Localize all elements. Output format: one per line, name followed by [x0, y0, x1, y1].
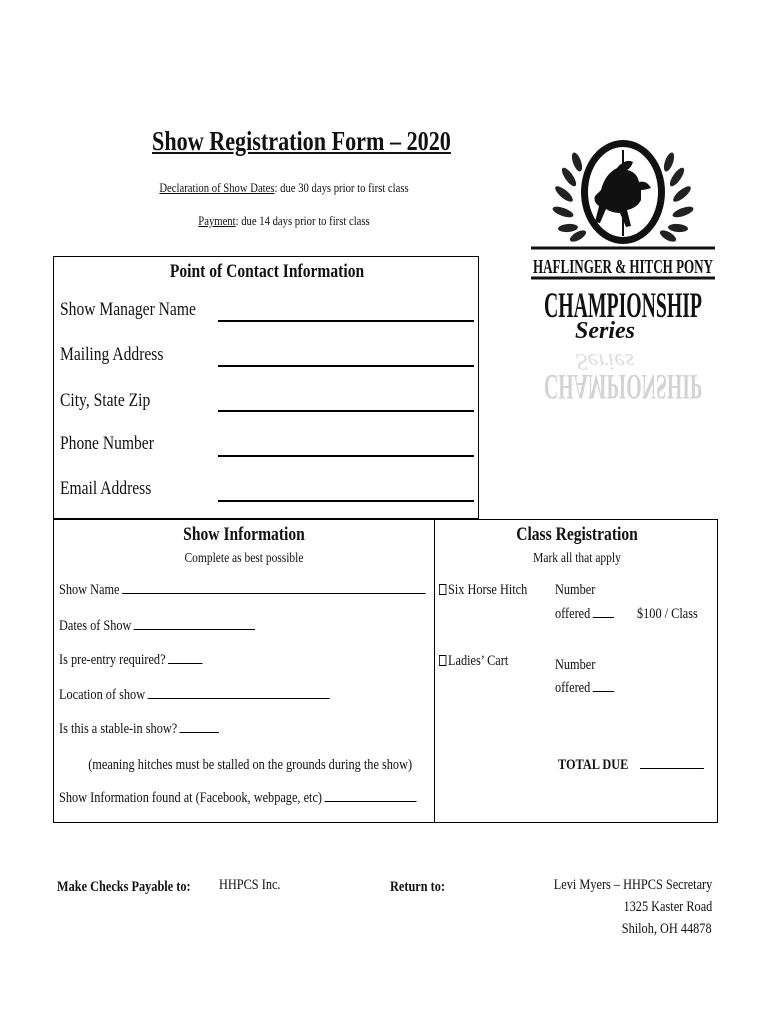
stable-in-field[interactable] [180, 731, 219, 733]
payee: HHPCS Inc. [219, 877, 281, 893]
declaration-text: : due 30 days prior to first class [274, 180, 409, 195]
pre-entry-field[interactable] [168, 662, 202, 664]
location-field[interactable] [148, 697, 330, 699]
location-label: Location of show [59, 687, 146, 703]
six-horse-checkbox[interactable] [439, 584, 446, 595]
pre-entry-label: Is pre-entry required? [59, 652, 166, 668]
ladies-cart-number-label: Number [555, 657, 596, 673]
ladies-cart-checkbox[interactable] [439, 655, 446, 666]
contact-section [53, 256, 479, 519]
class-registration-title: Class Registration [516, 524, 638, 545]
six-horse-label: Six Horse Hitch [448, 582, 528, 598]
location-row [59, 687, 330, 704]
return-address-line-1: Levi Myers – HHPCS Secretary [553, 877, 712, 893]
show-manager-label: Show Manager Name [60, 299, 196, 320]
declaration-note [120, 180, 448, 196]
payment-text: : due 14 days prior to first class [235, 213, 370, 228]
total-due-row [558, 757, 704, 774]
payment-note [120, 213, 448, 229]
logo-reflection: CHAMPIONSHIP [544, 367, 702, 404]
phone-number-field[interactable] [218, 455, 474, 457]
mailing-address-field[interactable] [218, 365, 474, 367]
show-name-field[interactable] [122, 592, 425, 594]
dates-field[interactable] [134, 628, 255, 630]
logo-reflection-series: Series [575, 348, 635, 374]
city-state-zip-field[interactable] [218, 410, 474, 412]
return-to-label: Return to: [390, 879, 446, 895]
stable-in-label: Is this a stable-in show? [59, 721, 178, 737]
logo-line2: CHAMPIONSHIP [544, 285, 702, 325]
pre-entry-row [59, 652, 202, 669]
logo-line1: HAFLINGER & HITCH PONY [533, 256, 714, 278]
found-at-field[interactable] [324, 800, 416, 802]
contact-title: Point of Contact Information [169, 261, 365, 282]
total-due-field[interactable] [640, 767, 704, 769]
email-address-field[interactable] [218, 500, 474, 502]
show-name-label: Show Name [59, 582, 120, 598]
class-registration-subtitle: Mark all that apply [533, 551, 621, 566]
class-option-six-horse[interactable] [439, 582, 527, 599]
total-due-label: TOTAL DUE [558, 757, 629, 773]
stable-in-note: (meaning hitches must be stalled on the grounds during the show) [88, 757, 413, 773]
six-horse-number-label: Number [555, 582, 596, 598]
show-name-row [59, 582, 425, 599]
carousel-horse-icon [527, 132, 719, 404]
dates-row [59, 618, 255, 635]
show-info-subtitle: Complete as best possible [184, 551, 304, 566]
phone-number-label: Phone Number [60, 433, 154, 454]
return-address-line-3: Shiloh, OH 44878 [622, 921, 712, 937]
page-title: Show Registration Form – 2020 [152, 126, 451, 156]
payment-label: Payment [198, 213, 236, 228]
checks-payable-label: Make Checks Payable to: [57, 879, 191, 895]
hhpcs-logo [527, 132, 719, 404]
section-divider [434, 520, 435, 822]
show-info-title: Show Information [183, 524, 305, 545]
mailing-address-label: Mailing Address [60, 344, 164, 365]
logo-line3: Series [575, 318, 635, 344]
city-state-zip-label: City, State Zip [60, 390, 151, 411]
found-at-label: Show Information found at (Facebook, webpage, etc) [59, 790, 323, 806]
return-address-line-2: 1325 Kaster Road [623, 899, 712, 915]
email-address-label: Email Address [60, 478, 152, 499]
six-horse-number-field[interactable] [593, 616, 614, 618]
dates-label: Dates of Show [59, 618, 132, 634]
found-at-row [59, 790, 416, 807]
show-class-section [53, 519, 718, 823]
ladies-cart-offered-row: offered [555, 680, 614, 697]
ladies-cart-label: Ladies’ Cart [448, 653, 509, 669]
class-option-ladies-cart[interactable] [439, 653, 508, 670]
six-horse-price: $100 / Class [637, 606, 698, 622]
six-horse-offered-row: offered [555, 606, 614, 623]
declaration-label: Declaration of Show Dates [159, 180, 275, 195]
show-manager-field[interactable] [218, 320, 474, 322]
ladies-cart-number-field[interactable] [593, 690, 614, 692]
stable-in-row [59, 721, 219, 738]
